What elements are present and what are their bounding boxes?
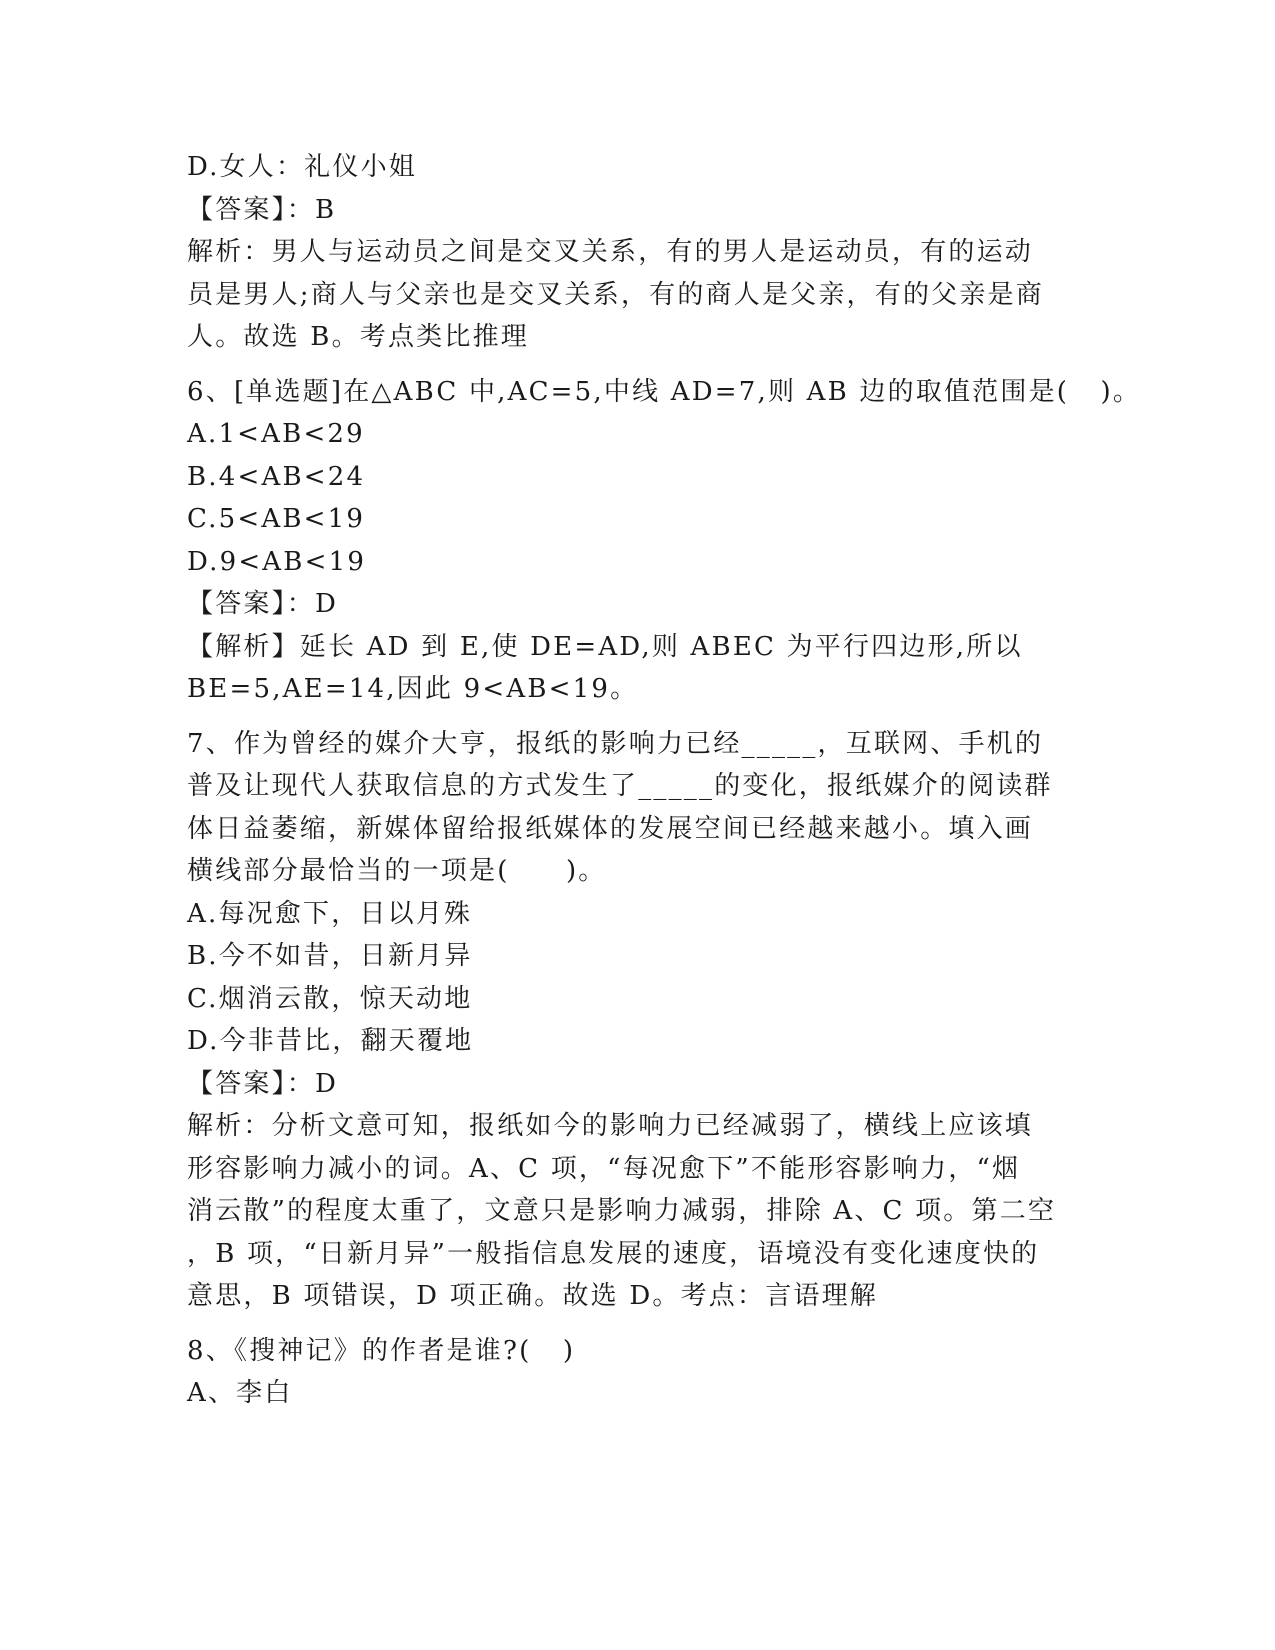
option-d: D.9<AB<19 [187, 546, 367, 577]
question-5-tail [187, 146, 1087, 359]
option-d: D.女人：礼仪小姐 [187, 152, 417, 182]
answer: 【答案】：B [187, 194, 337, 225]
document-page [187, 146, 1142, 1415]
option-b: B.今不如昔，日新月异 [187, 941, 473, 971]
question-8 [187, 1330, 1087, 1415]
option-a: A.1<AB<29 [187, 419, 365, 449]
option-c: C.烟消云散，惊天动地 [187, 983, 473, 1014]
explanation-line: 意思，B 项错误，D 项正确。故选 D。考点：言语理解 [187, 1281, 878, 1311]
explanation-line: 【解析】延长 AD 到 E,使 DE=AD,则 ABEC 为平行四边形,所以 [187, 631, 1023, 662]
question-stem: 7、作为曾经的媒介大亨，报纸的影响力已经_____，互联网、手机的 [187, 728, 1044, 759]
option-a: A.每况愈下，日以月殊 [187, 898, 473, 929]
question-7 [187, 723, 1087, 1318]
option-b: B.4<AB<24 [187, 461, 366, 492]
explanation-line: 人。故选 B。考点类比推理 [187, 322, 529, 352]
explanation-line: ，B 项，“日新月异”一般指信息发展的速度，语境没有变化速度快的 [187, 1238, 1040, 1269]
explanation-line: 解析：男人与运动员之间是交叉关系，有的男人是运动员，有的运动 [187, 237, 1034, 267]
question-6 [187, 371, 1142, 711]
question-stem: 横线部分最恰当的一项是( )。 [187, 856, 607, 886]
option-d: D.今非昔比，翻天覆地 [187, 1026, 474, 1056]
answer: 【答案】：D [187, 1068, 339, 1099]
explanation-line: 消云散”的程度太重了，文意只是影响力减弱，排除 A、C 项。第二空 [187, 1196, 1057, 1226]
explanation-line: BE=5,AE=14,因此 9<AB<19。 [187, 674, 639, 704]
question-stem: 体日益萎缩，新媒体留给报纸媒体的发展空间已经越来越小。填入画 [187, 813, 1034, 844]
question-stem: 普及让现代人获取信息的方式发生了_____的变化，报纸媒介的阅读群 [187, 771, 1053, 801]
explanation-line: 员是男人;商人与父亲也是交叉关系，有的商人是父亲，有的父亲是商 [187, 279, 1044, 310]
option-c: C.5<AB<19 [187, 504, 366, 534]
explanation-line: 解析：分析文意可知，报纸如今的影响力已经减弱了，横线上应该填 [187, 1111, 1034, 1141]
question-stem: 8、《搜神记》的作者是谁?( ) [187, 1335, 576, 1366]
option-a: A、李白 [187, 1378, 293, 1408]
explanation-line: 形容影响力减小的词。A、C 项，“每况愈下”不能形容影响力，“烟 [187, 1153, 1021, 1184]
answer: 【答案】：D [187, 589, 339, 619]
question-stem: 6、[单选题]在△ABC 中,AC=5,中线 AD=7,则 AB 边的取值范围是( )。 [187, 376, 1142, 407]
